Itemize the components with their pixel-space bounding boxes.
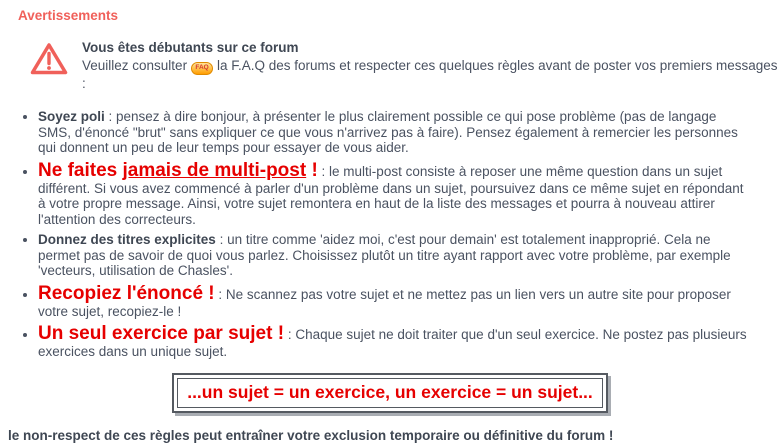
intro-warning	[29, 39, 780, 93]
rule-body: : le multi-post consiste à reposer une même question dans un sujet différent. Si vous avez commencé à parler d'un problème dans un sujet, poursuivez dans ce même sujet en répondant à votre propre message. Ainsi, votre sujet remontera en haut de la liste des messages et pourra à nouveau attirer l'attention des correcteurs.	[38, 163, 744, 227]
slogan-text: ...un sujet = un exercice, un exercice = un sujet...	[187, 381, 593, 402]
rule-lead-underlined: jamais de multi-post	[122, 159, 307, 181]
intro-heading: Vous êtes débutants sur ce forum	[82, 40, 299, 55]
slogan-box-inner	[177, 378, 603, 408]
rule-item-recopiez-enonce	[38, 284, 750, 320]
intro-line	[82, 57, 780, 93]
page-title: Avertissements	[18, 8, 119, 23]
rule-body: : pensez à dire bonjour, à présenter le plus clairement possible ce qui pose problème (pas de langage SMS, d'énoncé "brut" sans expliquer ce que vous n'arrivez pas à faire). Pensez également à remercier les personnes qui donnent un peu de leur temps pour essayer de vous aider.	[38, 109, 738, 155]
rule-body: : un titre comme 'aidez moi, c'est pour demain' est totalement inapproprié. Cela ne permet pas de savoir de quoi vous parlez. Choisissez plutôt un titre ayant rapport avec votre problème, par exemple 'vecteurs, utilisation de Chasles'.	[38, 232, 731, 278]
rule-lead: Ne faites jamais de multi-post !	[38, 159, 318, 181]
rule-lead: Recopiez l'énoncé !	[38, 282, 215, 304]
intro-line-post: la F.A.Q des forums et respecter ces quelques règles avant de poster vos premiers messages :	[82, 58, 778, 91]
intro-line-pre: Veuillez consulter	[82, 58, 188, 73]
rule-item-soyez-poli	[38, 109, 750, 156]
rule-item-multi-post	[38, 161, 750, 228]
rule-lead: Soyez poli	[38, 109, 105, 124]
slogan-box	[172, 373, 608, 413]
rule-item-titres-explicites	[38, 232, 750, 279]
rules-list	[0, 109, 780, 360]
rule-body: : Ne scannez pas votre sujet et ne mettez pas un lien vers un autre site pour proposer votre sujet, recopiez-le !	[38, 286, 731, 319]
rule-body: : Chaque sujet ne doit traiter que d'un seul exercice. Ne postez pas plusieurs exercices dans un unique sujet.	[38, 327, 747, 359]
rule-lead: Un seul exercice par sujet !	[38, 323, 285, 344]
faq-icon[interactable]: FAQ	[191, 62, 213, 76]
warning-triangle-icon	[29, 41, 69, 82]
rule-item-un-seul-exercice	[38, 324, 750, 360]
footer-warning-note: le non-respect de ces règles peut entraîner votre exclusion temporaire ou définitive du forum !	[8, 427, 614, 443]
rule-lead: Donnez des titres explicites	[38, 232, 216, 247]
